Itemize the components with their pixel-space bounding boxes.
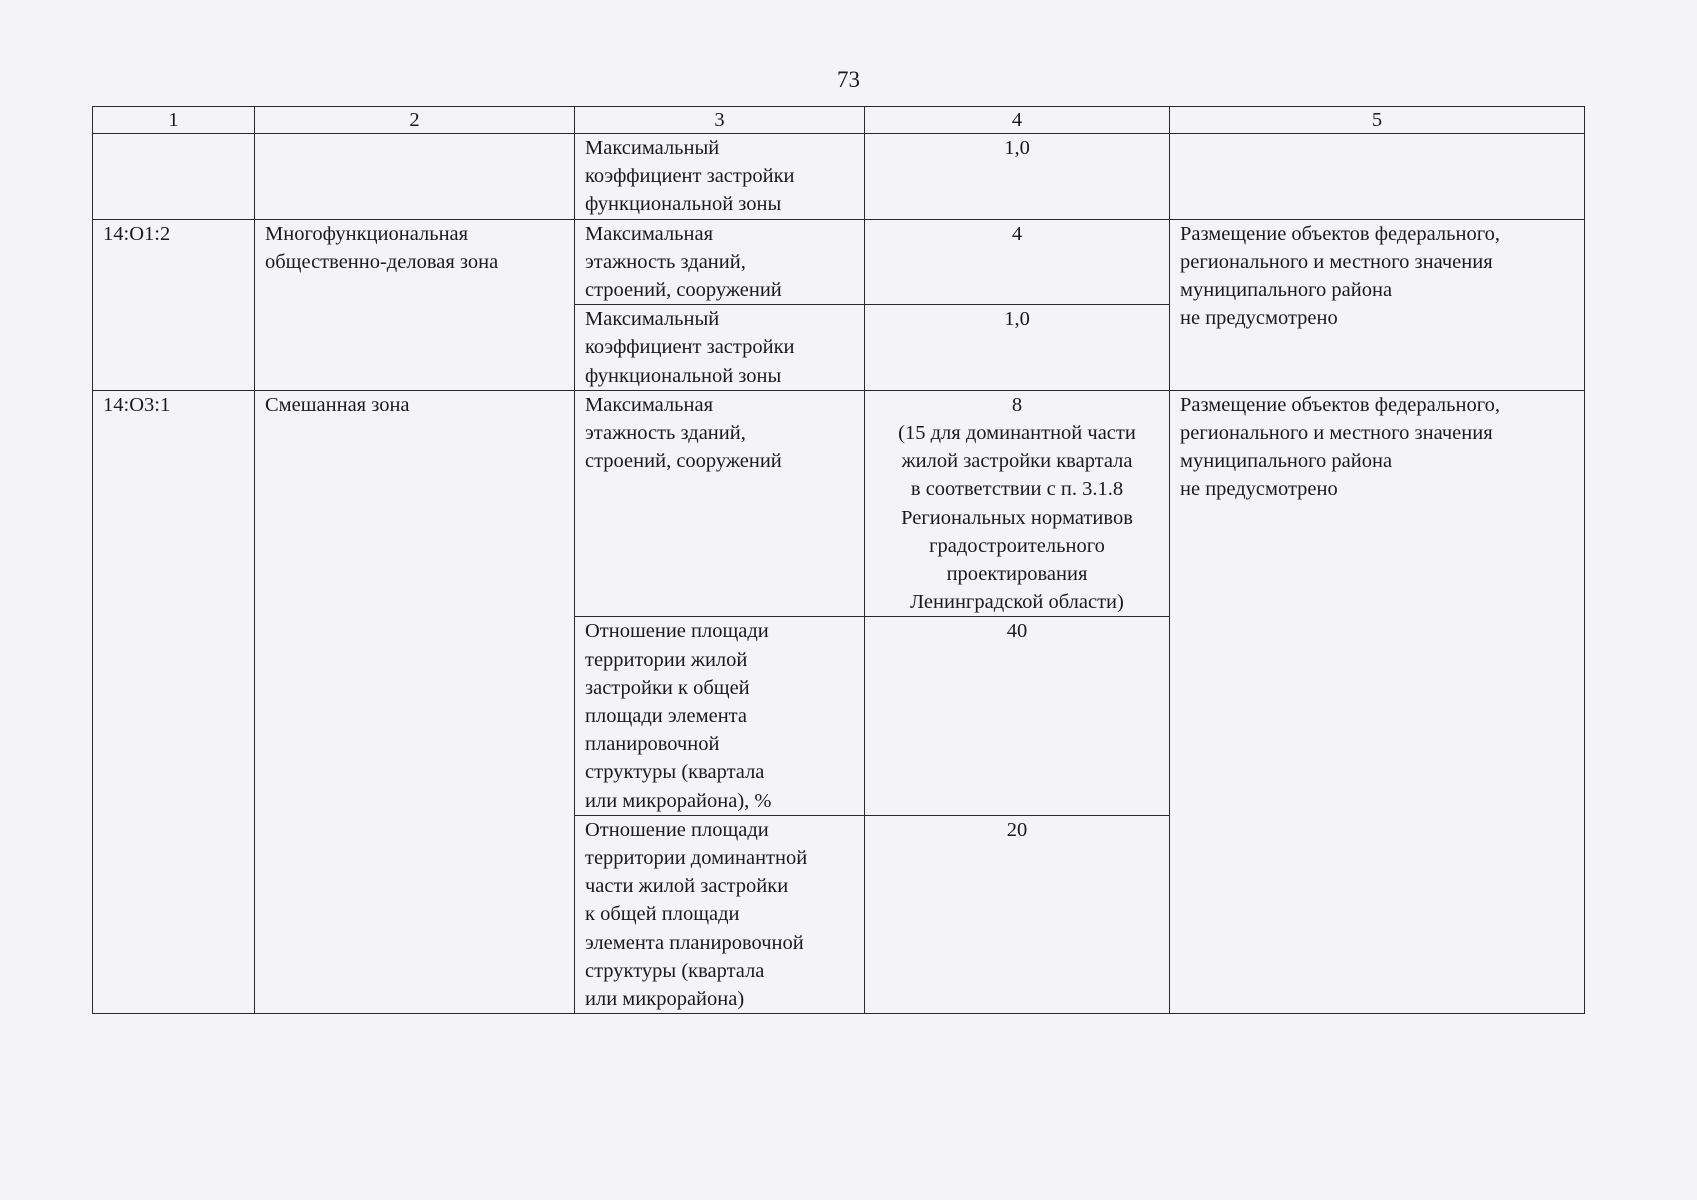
zoning-parameters-table <box>92 106 1585 1014</box>
zone-name-cell <box>255 134 575 220</box>
parameter-value-cell: 1,0 <box>865 134 1170 220</box>
parameter-value-cell: 20 <box>865 815 1170 1013</box>
parameter-value-cell: 40 <box>865 617 1170 815</box>
column-number-2: 2 <box>255 107 575 134</box>
note-cell <box>1170 134 1585 220</box>
column-number-3: 3 <box>575 107 865 134</box>
note-cell: Размещение объектов федерального, регионального и местного значения муниципального района не предусмотрено <box>1170 219 1585 390</box>
zone-code-cell: 14:О3:1 <box>93 390 255 1013</box>
zone-name-cell: Многофункциональная общественно-деловая зона <box>255 219 575 390</box>
column-number-1: 1 <box>93 107 255 134</box>
column-number-row <box>93 107 1585 134</box>
parameter-name-cell: Максимальная этажность зданий, строений, сооружений <box>575 219 865 305</box>
parameter-name-cell: Максимальный коэффициент застройки функциональной зоны <box>575 305 865 391</box>
parameter-name-cell: Максимальный коэффициент застройки функциональной зоны <box>575 134 865 220</box>
page-number: 73 <box>837 67 860 92</box>
parameter-name-cell: Отношение площади территории доминантной части жилой застройки к общей площади элемента планировочной структуры (квартала или микрорайона) <box>575 815 865 1013</box>
table-row <box>93 134 1585 220</box>
column-number-5: 5 <box>1170 107 1585 134</box>
table-row <box>93 390 1585 617</box>
zone-code-cell <box>93 134 255 220</box>
zone-code-cell: 14:О1:2 <box>93 219 255 390</box>
parameter-value-cell: 4 <box>865 219 1170 305</box>
zone-name-cell: Смешанная зона <box>255 390 575 1013</box>
parameter-value-cell: 8 (15 для доминантной части жилой застройки квартала в соответствии с п. 3.1.8 Региональных нормативов градостроительного проектирования Ленинградской области) <box>865 390 1170 617</box>
table-row <box>93 219 1585 305</box>
parameter-name-cell: Максимальная этажность зданий, строений, сооружений <box>575 390 865 617</box>
parameter-name-cell: Отношение площади территории жилой застройки к общей площади элемента планировочной структуры (квартала или микрорайона), % <box>575 617 865 815</box>
parameter-value-cell: 1,0 <box>865 305 1170 391</box>
note-cell: Размещение объектов федерального, регионального и местного значения муниципального района не предусмотрено <box>1170 390 1585 1013</box>
column-number-4: 4 <box>865 107 1170 134</box>
